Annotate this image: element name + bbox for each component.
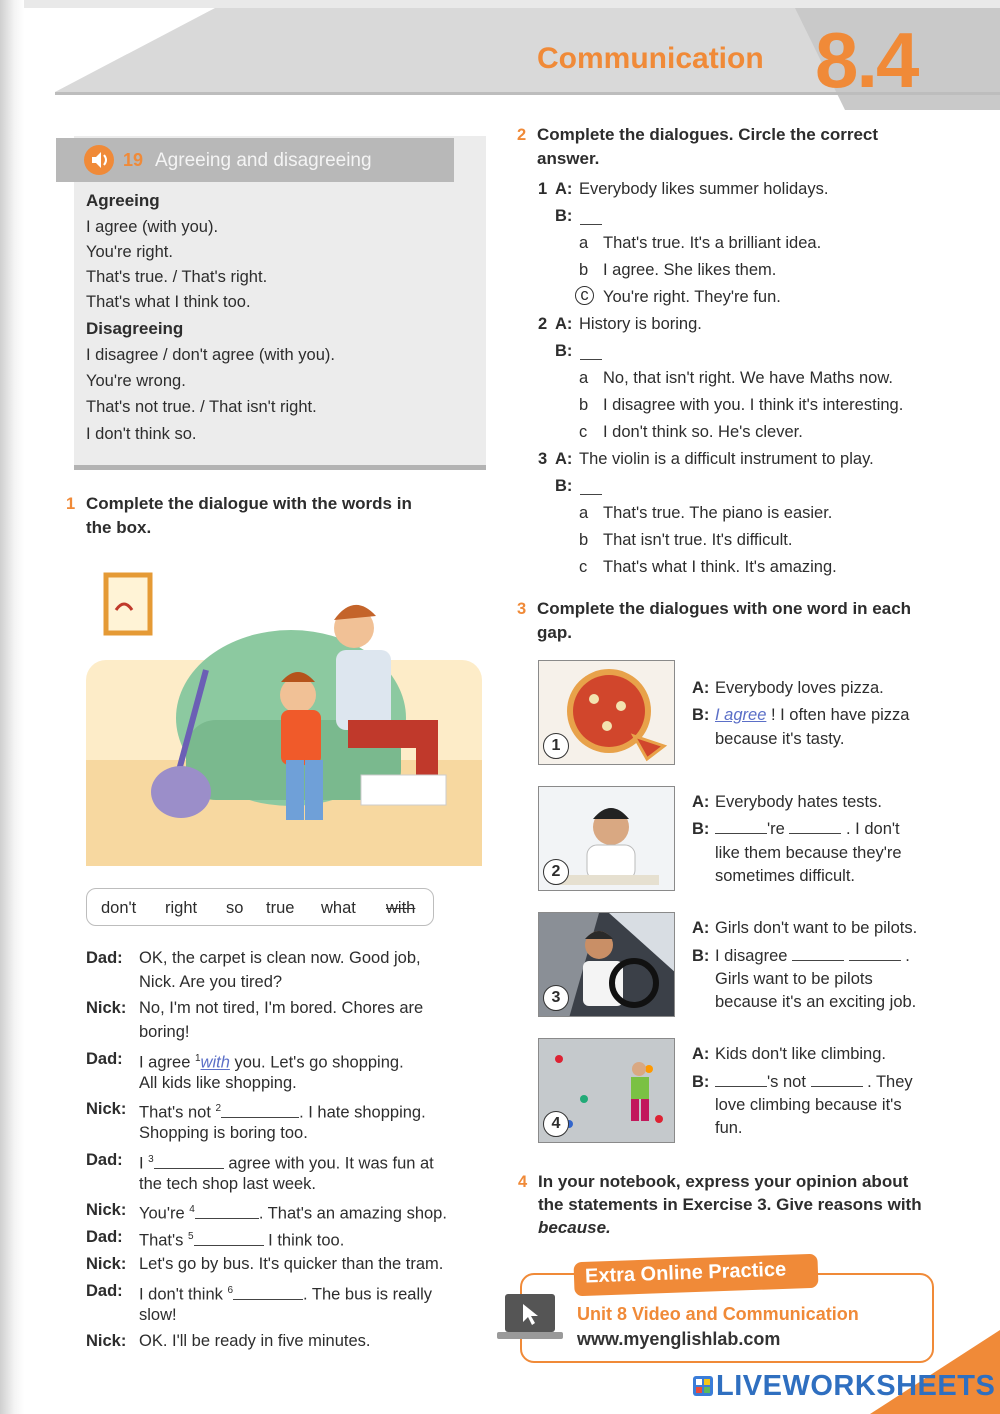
option-letter[interactable]: a [579,504,589,522]
dialogue-line: boring! [139,1023,190,1041]
response-line: because it's an exciting job. [715,993,917,1011]
phrase-box-title: Agreeing and disagreeing [155,150,372,171]
gap-2-input[interactable] [221,1104,299,1118]
response-line: love climbing because it's [715,1096,902,1114]
item-number: 3 [538,450,548,468]
speaker-label: Nick: [86,1332,127,1350]
statement: Everybody loves pizza. [715,679,884,697]
speaker-label: Dad: [86,949,123,967]
gap-3-input[interactable] [154,1155,224,1169]
disagree-phrase: I disagree / don't agree (with you). [86,346,335,364]
disagree-phrase: That's not true. / That isn't right. [86,398,317,416]
audio-number: 19 [123,150,144,170]
agree-phrase: I agree (with you). [86,218,219,236]
page-gutter [0,0,24,1414]
item-number: 2 [538,315,548,333]
dialogue-line: I don't think $^6$ . The bus is really [139,1285,433,1304]
response-line: sometimes difficult. [715,867,855,885]
response-line: 's not . They [715,1071,913,1093]
liveworksheets-logo-icon [693,1376,713,1396]
ex1-instruction: Complete the dialogue with the words in [86,494,412,513]
dialogue-line: Nick. Are you tired? [139,973,283,991]
option-text: That isn't true. It's difficult. [603,531,793,549]
dialogue-line: OK, the carpet is clean now. Good job, [139,949,421,967]
speaker-label: B: [692,947,710,965]
statement: Everybody hates tests. [715,793,882,811]
gap-4-input[interactable] [195,1205,259,1219]
page-title: Communication [537,42,764,75]
word-box-item: so [226,899,244,917]
picture-number-badge: 2 [543,859,569,885]
answer-example[interactable]: I agree [715,706,767,724]
response-line: Girls want to be pilots [715,970,873,988]
item-number: 1 [538,180,548,198]
dialogue-line: No, I'm not tired, I'm bored. Chores are [139,999,424,1017]
agree-phrase: That's true. / That's right. [86,268,268,286]
statement: Everybody likes summer holidays. [579,180,829,198]
gap-input[interactable] [715,820,767,834]
statement: Girls don't want to be pilots. [715,919,918,937]
option-letter[interactable]: c [579,558,588,576]
picture-number-badge: 3 [543,985,569,1011]
dialogue-line: OK. I'll be ready in five minutes. [139,1332,371,1350]
speaker-label: A: [555,180,573,198]
speaker-label: A: [692,1045,710,1063]
ex1-number: 1 [66,495,76,513]
option-letter[interactable]: b [579,261,589,279]
option-text: I disagree with you. I think it's interesting. [603,396,904,414]
extra-practice-link[interactable]: www.myenglishlab.com [577,1329,781,1349]
ex3-number: 3 [517,600,527,618]
option-letter[interactable]: c [579,423,588,441]
speaker-label: Nick: [86,1100,127,1118]
answer-1[interactable]: with [200,1053,230,1072]
disagree-phrase: You're wrong. [86,372,186,390]
dialogue-line: I agree $^1$with you. Let's go shopping. [139,1053,404,1072]
option-text: I don't think so. He's clever. [603,423,803,441]
speaker-label: B: [555,342,573,360]
option-text: That's true. The piano is easier. [603,504,833,522]
word-box-item: what [321,899,356,917]
word-box-item: don't [101,899,137,917]
extra-practice-title: Extra Online Practice [584,1258,787,1288]
word-box-item-used: with [386,899,416,917]
response-line: I disagree . [715,947,910,965]
picture-number-badge: 1 [543,733,569,759]
option-letter-circled[interactable]: c [575,286,594,305]
dialogue-line: That's not $^2$ . I hate shopping. [139,1103,426,1122]
response-line: because it's tasty. [715,730,845,748]
option-text: That's what I think. It's amazing. [603,558,837,576]
ex2-instruction: Complete the dialogues. Circle the correct [537,125,879,144]
word-box-item: right [165,899,198,917]
disagree-phrase: I don't think so. [86,425,197,443]
dialogue-line: Let's go by bus. It's quicker than the tram. [139,1255,444,1273]
option-letter[interactable]: a [579,234,589,252]
dialogue-line: That's $^5$ I think too. [139,1231,345,1250]
option-letter[interactable]: b [579,396,589,414]
gap-input[interactable] [715,1073,767,1087]
dialogue-line: Shopping is boring too. [139,1124,308,1142]
gap-input[interactable] [849,947,901,961]
gap-input[interactable] [789,820,841,834]
speaker-label: B: [692,820,710,838]
speaker-label: Nick: [86,1201,127,1219]
speaker-label: B: [692,706,710,724]
ex1-instruction: the box. [86,518,152,537]
ex4-number: 4 [518,1173,528,1191]
agree-phrase: You're right. [86,243,173,261]
extra-practice-unit: Unit 8 Video and Communication [577,1304,859,1324]
dialogue-line: All kids like shopping. [139,1074,297,1092]
dialogue-line: I $^3$ agree with you. It was fun at [139,1154,434,1173]
speaker-label: Dad: [86,1228,123,1246]
speaker-label: Dad: [86,1282,123,1300]
ex4-instruction: the statements in Exercise 3. Give reasons with [538,1195,922,1214]
ex2-instruction: answer. [537,149,600,168]
response-line: I agree ! I often have pizza [715,706,910,724]
living-room-illustration [86,570,482,866]
speaker-label: A: [692,679,710,697]
option-text: I agree. She likes them. [603,261,777,279]
option-text: You're right. They're fun. [603,288,781,306]
picture-number-badge: 4 [543,1111,569,1137]
option-letter[interactable]: b [579,531,589,549]
answer-gap[interactable] [580,211,602,225]
ex3-instruction: gap. [537,623,572,642]
answer-gap[interactable] [580,346,602,360]
statement: Kids don't like climbing. [715,1045,886,1063]
statement: History is boring. [579,315,702,333]
agree-phrase: That's what I think too. [86,293,251,311]
agreeing-heading: Agreeing [86,191,160,210]
gap-6-input[interactable] [233,1286,303,1300]
dialogue-line: You're $^4$ . That's an amazing shop. [139,1204,447,1223]
statement: The violin is a difficult instrument to play. [579,450,874,468]
option-letter[interactable]: a [579,369,589,387]
answer-gap[interactable] [580,481,602,495]
dialogue-line: slow! [139,1306,177,1324]
response-line: 're . I don't [715,818,900,840]
gap-input[interactable] [792,947,844,961]
ex4-instruction: In your notebook, express your opinion about [538,1172,909,1191]
speaker-label: A: [555,450,573,468]
speaker-label: Nick: [86,1255,127,1273]
option-text: No, that isn't right. We have Maths now. [603,369,893,387]
laptop-icon [497,1292,563,1348]
gap-5-input[interactable] [194,1232,264,1246]
gap-input[interactable] [811,1073,863,1087]
ex3-instruction: Complete the dialogues with one word in each [537,599,912,618]
speaker-label: Nick: [86,999,127,1017]
unit-number: 8.4 [815,16,918,104]
speaker-label: A: [692,793,710,811]
speaker-label: Dad: [86,1050,123,1068]
word-box-item: true [266,899,295,917]
speaker-label: B: [692,1073,710,1091]
speaker-label: B: [555,207,573,225]
speaker-label: Dad: [86,1151,123,1169]
option-text: That's true. It's a brilliant idea. [603,234,822,252]
speaker-label: A: [555,315,573,333]
word-box [86,888,434,926]
speaker-label: A: [692,919,710,937]
speaker-label: B: [555,477,573,495]
response-line: like them because they're [715,844,902,862]
liveworksheets-watermark: LIVEWORKSHEETS [716,1370,996,1402]
response-line: fun. [715,1119,743,1137]
ex4-instruction: because. [538,1218,611,1237]
audio-icon[interactable] [84,145,114,175]
dialogue-line: the tech shop last week. [139,1175,317,1193]
ex2-number: 2 [517,126,527,144]
disagreeing-heading: Disagreeing [86,319,184,338]
